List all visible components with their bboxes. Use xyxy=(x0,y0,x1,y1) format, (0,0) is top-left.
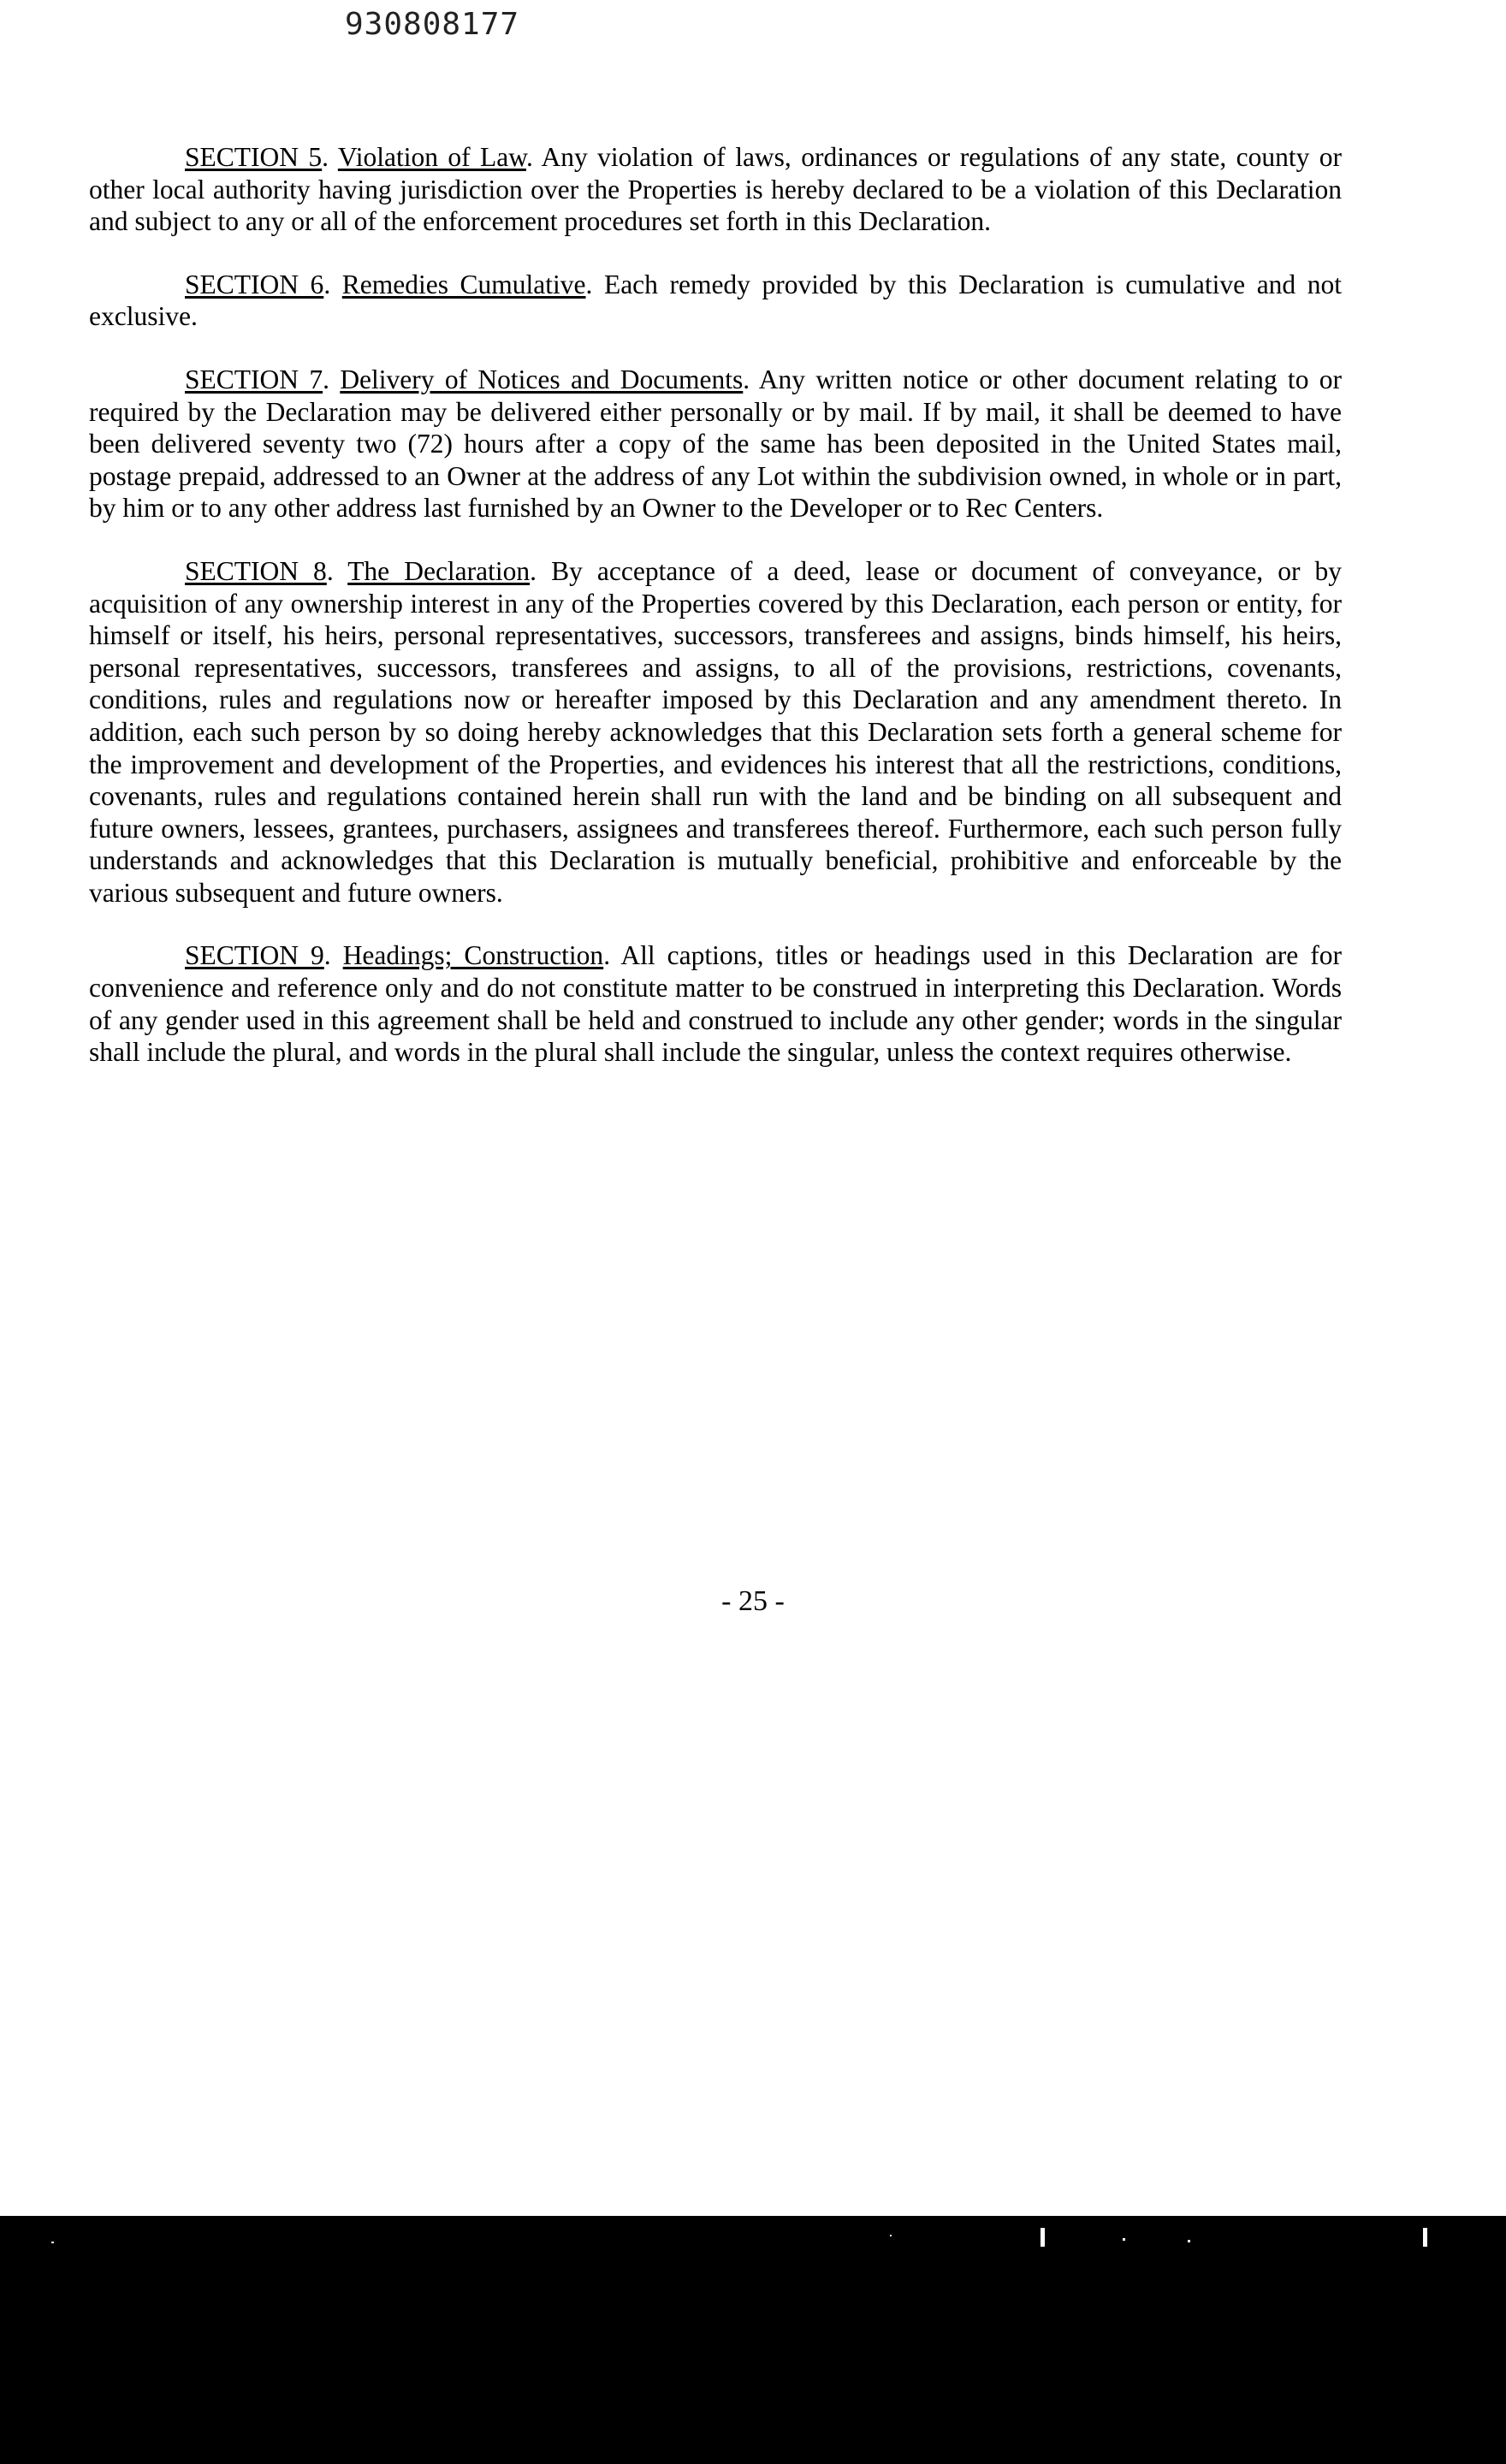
section-title: Headings; Construction xyxy=(342,940,604,971)
section-title: Remedies Cumulative xyxy=(341,269,586,299)
section-8: SECTION 8. The Declaration. By acceptance of a deed, lease or document of conveyance, or by acquisition of any ownership interest in any of the Properties covered by this Declaration, each person or entity, for himself or itself, his heirs, personal representatives, successors, transferees and assigns, binds himself, his heirs, personal representatives, successors, transferees and assigns, to all of the provisions, restrictions, covenants, conditions, rules and regulations now or hereafter imposed by this Declaration and any amendment thereto. In addition, each such person by so doing hereby acknowledges that this Declaration sets forth a general scheme for the improvement and development of the Properties, and evidences his interest that all the restrictions, conditions, covenants, rules and regulations contained herein shall run with the land and be binding on all subsequent and future owners, lessees, grantees, purchasers, assignees and transferees thereof. Furthermore, each such person fully understands and acknowledges that this Declaration is mutually beneficial, prohibitive and enforceable by the various subsequent and future owners. xyxy=(89,555,1343,908)
section-number: SECTION 6 xyxy=(185,269,324,299)
scan-artifact xyxy=(1041,2228,1045,2247)
section-title: Violation of Law xyxy=(337,142,526,172)
scan-artifact xyxy=(1188,2240,1190,2242)
section-number: SECTION 5 xyxy=(185,142,323,172)
section-number: SECTION 8 xyxy=(185,555,327,586)
section-text: All captions, titles or headings used in this Declaration are for convenience and reference only and do not constitute matter to be construed in interpreting this Declaration. Words of any gender used in this agreement shall be held and construed to include any other gender; words in the singular shall include the plural, and words in the plural shall include the singular, unless the context requires otherwise. xyxy=(89,940,1343,1068)
section-number: SECTION 7 xyxy=(185,364,323,394)
section-text: By acceptance of a deed, lease or document of conveyance, or by acquisition of any ownership interest in any of the Properties covered by this Declaration, each person or entity, for himself or itself, his heirs, personal representatives, successors, transferees and assigns, binds himself, his heirs, personal representatives, successors, transferees and assigns, to all of the provisions, restrictions, covenants, conditions, rules and regulations now or hereafter imposed by this Declaration and any amendment thereto. In addition, each such person by so doing hereby acknowledges that this Declaration sets forth a general scheme for the improvement and development of the Properties, and evidences his interest that all the restrictions, conditions, covenants, rules and regulations contained herein shall run with the land and be binding on all subsequent and future owners, lessees, grantees, purchasers, assignees and transferees thereof. Furthermore, each such person fully understands and acknowledges that this Declaration is mutually beneficial, prohibitive and enforceable by the various subsequent and future owners. xyxy=(89,555,1343,908)
section-7: SECTION 7. Delivery of Notices and Documents. Any written notice or other document relating to or required by the Declaration may be delivered either personally or by mail. If by mail, it shall be deemed to have been delivered seventy two (72) hours after a copy of the same has been deposited in the United States mail, postage prepaid, addressed to an Owner at the address of any Lot within the subdivision owned, in whole or in part, by him or to any other address last furnished by an Owner to the Developer or to Rec Centers. xyxy=(89,364,1343,524)
section-title: Delivery of Notices and Documents xyxy=(340,364,744,394)
scan-artifact xyxy=(890,2235,892,2236)
section-text: Each remedy provided by this Declaration is cumulative and not exclusive. xyxy=(89,269,1342,332)
scan-artifact xyxy=(1123,2238,1125,2241)
section-9: SECTION 9. Headings; Construction. All captions, titles or headings used in this Declaration are for convenience and reference only and do not constitute matter to be construed in interpreting this Declaration. Words of any gender used in this agreement shall be held and construed to include any other gender; words in the singular shall include the plural, and words in the plural shall include the singular, unless the context requires otherwise. xyxy=(89,940,1343,1068)
page-number: - 25 - xyxy=(721,1585,785,1617)
section-number: SECTION 9 xyxy=(185,940,324,971)
scan-artifact xyxy=(1423,2228,1427,2247)
section-title: The Declaration xyxy=(347,555,531,586)
document-body xyxy=(89,141,1342,1069)
section-5: SECTION 5. Violation of Law. Any violation of laws, ordinances or regulations of any state, county or other local authority having jurisdiction over the Properties is hereby declared to be a violation of this Declaration and subject to any or all of the enforcement procedures set forth in this Declaration. xyxy=(89,142,1342,237)
scan-artifact xyxy=(51,2242,54,2243)
section-text: Any violation of laws, ordinances or regulations of any state, county or other local authority having jurisdiction over the Properties is hereby declared to be a violation of this Declaration and subject to any or all of the enforcement procedures set forth in this Declaration. xyxy=(89,142,1342,237)
section-text: Any written notice or other document relating to or required by the Declaration may be delivered either personally or by mail. If by mail, it shall be deemed to have been delivered seventy two (72) hours after a copy of the same has been deposited in the United States mail, postage prepaid, addressed to an Owner at the address of any Lot within the subdivision owned, in whole or in part, by him or to any other address last furnished by an Owner to the Developer or to Rec Centers. xyxy=(89,364,1343,524)
document-number: 930808177 xyxy=(345,7,520,42)
scan-border xyxy=(0,2216,1506,2464)
section-6: SECTION 6. Remedies Cumulative. Each remedy provided by this Declaration is cumulative and not exclusive. xyxy=(89,269,1342,332)
